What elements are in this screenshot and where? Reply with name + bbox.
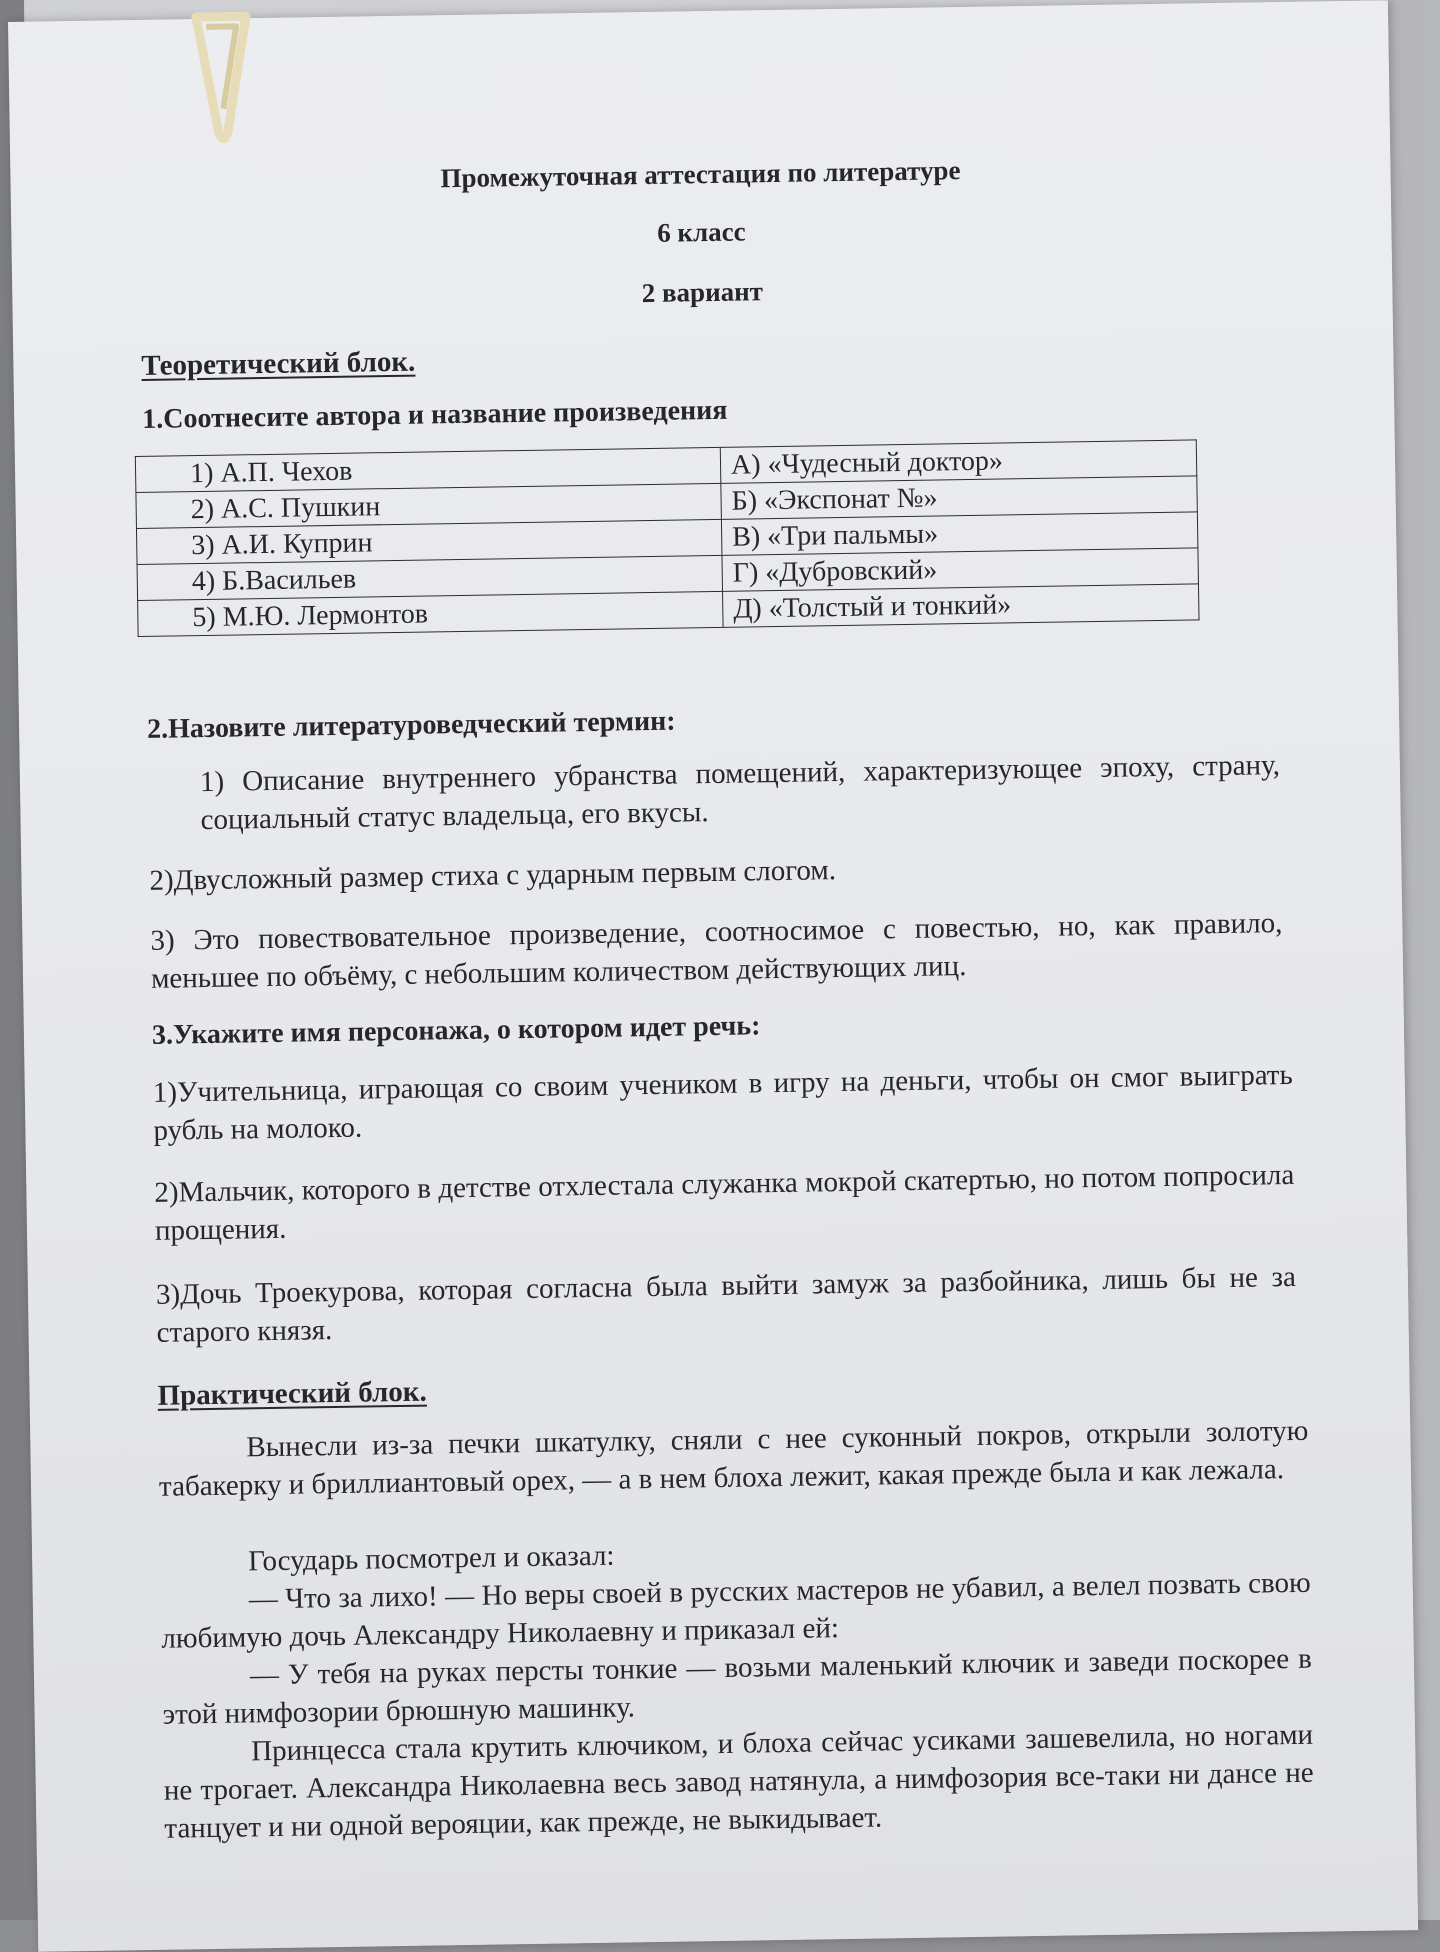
page-title: Промежуточная аттестация по литературе (440, 155, 961, 194)
work-cell: В) «Три пальмы» (721, 512, 1198, 555)
text-paragraph: Принцесса стала крутить ключиком, и блоха сейчас усиками зашевелила, но ногами не трогает. Александра Николаевна весь завод натянула, а нимфозория все-таки ни дансе не танцует и ни одной верояции, как прежде, не выкидывает. (163, 1718, 1314, 1845)
grade-label: 6 класс (656, 216, 746, 248)
question-2-item-3: 3) Это повествовательное произведение, соотносимое с повестью, но, как правило, меньшее по объёму, с небольшим количеством действующих лиц. (150, 907, 1283, 995)
question-1-title: 1.Соотнесите автора и название произведения (142, 394, 728, 435)
question-3-title: 3.Укажите имя персонажа, о котором идет речь: (151, 1010, 761, 1051)
work-cell: Г) «Дубровский» (722, 548, 1199, 591)
text-paragraph: Вынесли из-за печки шкатулку, сняли с нее суконный покров, открыли золотую табакерку и бриллиантовый орех, — а в нем блоха лежит, какая прежде была и как лежала. (158, 1414, 1309, 1503)
author-cell: 3) А.И. Куприн (136, 519, 721, 564)
text-paragraph: — У тебя на руках персты тонкие — возьми маленький ключик и заведи поскорее в этой нимфозории брюшную машинку. (162, 1642, 1313, 1731)
text-paragraph: Государь посмотрел и оказал: (247, 1539, 615, 1578)
author-cell: 1) А.П. Чехов (135, 447, 720, 492)
work-cell: А) «Чудесный доктор» (720, 440, 1197, 483)
paper-clip-icon (186, 4, 258, 155)
question-3-item-2: 2)Мальчик, которого в детстве отхлестала служанка мокрой скатертью, но потом попросила прощения. (154, 1158, 1295, 1247)
theory-section-title: Теоретический блок. (141, 345, 416, 382)
text-paragraph: — Что за лихо! — Но веры своей в русских мастеров не убавил, а велел позвать свою любимую дочь Александру Николаевну и приказал ей: (161, 1566, 1311, 1655)
question-2-title: 2.Назовите литературоведческий термин: (146, 705, 676, 745)
question-2-item-1: 1) Описание внутреннего убранства помещений, характеризующее эпоху, страну, социальный статус владельца, его вкусы. (199, 749, 1281, 837)
question-2-item-2: 2)Двусложный размер стиха с ударным первым слогом. (149, 854, 837, 897)
exam-page (8, 0, 1418, 1951)
author-cell: 4) Б.Васильев (137, 555, 722, 600)
practice-section-title: Практический блок. (157, 1375, 428, 1412)
variant-label: 2 вариант (641, 276, 764, 309)
work-cell: Б) «Экспонат №» (721, 476, 1198, 519)
question-3-item-3: 3)Дочь Троекурова, которая согласна была выйти замуж за разбойника, лишь бы не за старого князя. (155, 1260, 1297, 1349)
work-cell: Д) «Толстый и тонкий» (723, 584, 1200, 627)
question-3-item-1: 1)Учительница, играющая со своим учеником в игру на деньги, чтобы он смог выиграть рубль на молоко. (152, 1058, 1293, 1147)
author-cell: 2) А.С. Пушкин (136, 483, 721, 528)
author-cell: 5) М.Ю. Лермонтов (138, 591, 723, 636)
author-work-matching-table (135, 439, 1200, 637)
